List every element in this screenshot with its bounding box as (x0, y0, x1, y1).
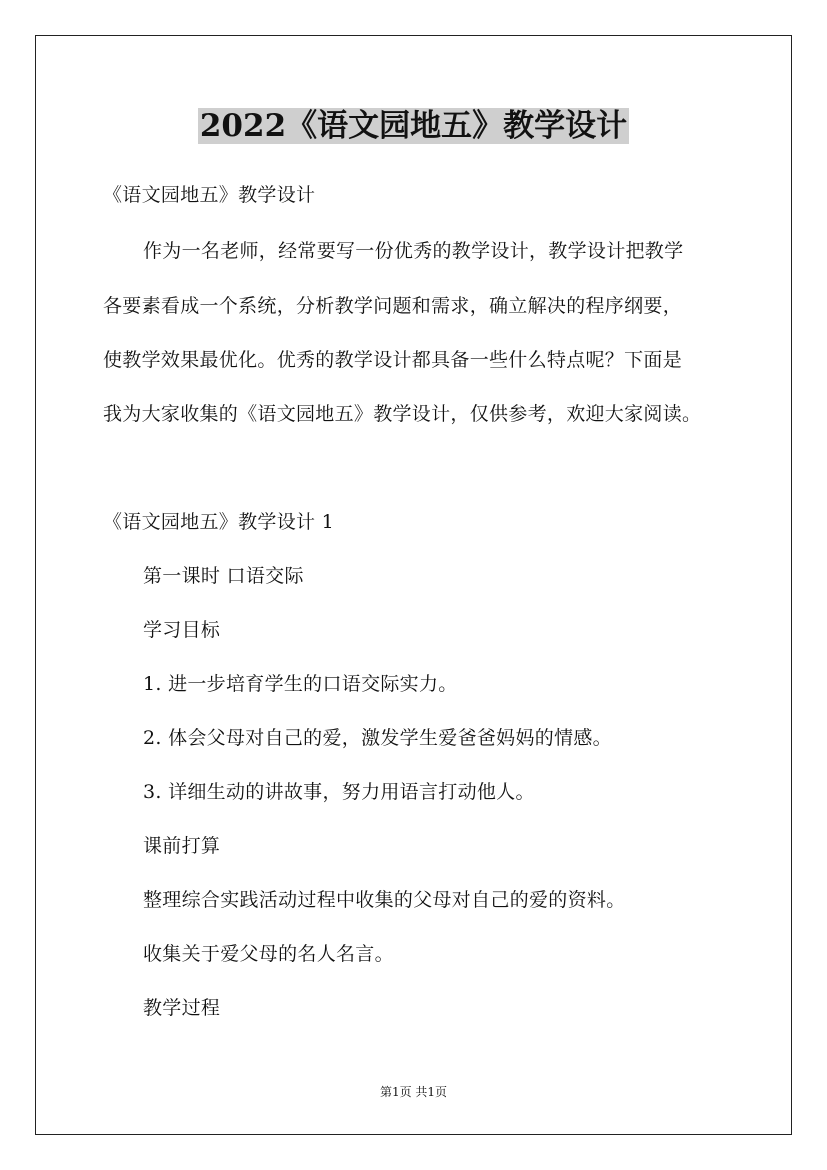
prep-item-2: 收集关于爱父母的名人名言。 (143, 943, 394, 965)
page-number: 第1页 共1页 (379, 1085, 448, 1099)
goal-item-1: 1. 进一步培育学生的口语交际实力。 (143, 673, 458, 695)
process-heading: 教学过程 (143, 997, 221, 1019)
intro-line-4: 我为大家收集的《语文园地五》教学设计，仅供参考，欢迎大家阅读。 (103, 403, 702, 425)
doc-subtitle: 《语文园地五》教学设计 (103, 184, 316, 206)
goals-heading: 学习目标 (143, 619, 221, 641)
section-title: 《语文园地五》教学设计 1 (103, 511, 335, 533)
goal-item-2: 2. 体会父母对自己的爱，激发学生爱爸爸妈妈的情感。 (143, 727, 612, 749)
intro-line-2: 各要素看成一个系统，分析教学问题和需求，确立解决的程序纲要， (103, 295, 683, 317)
prep-heading: 课前打算 (143, 835, 221, 857)
document-title-wrap (0, 100, 827, 145)
intro-line-3: 使教学效果最优化。优秀的教学设计都具备一些什么特点呢？下面是 (103, 349, 683, 371)
document-title: 2022《语文园地五》教学设计 (199, 108, 628, 144)
lesson-heading: 第一课时 口语交际 (143, 565, 304, 587)
intro-line-1: 作为一名老师，经常要写一份优秀的教学设计，教学设计把教学 (143, 240, 684, 262)
goal-item-3: 3. 详细生动的讲故事，努力用语言打动他人。 (143, 781, 535, 803)
prep-item-1: 整理综合实践活动过程中收集的父母对自己的爱的资料。 (143, 889, 626, 911)
